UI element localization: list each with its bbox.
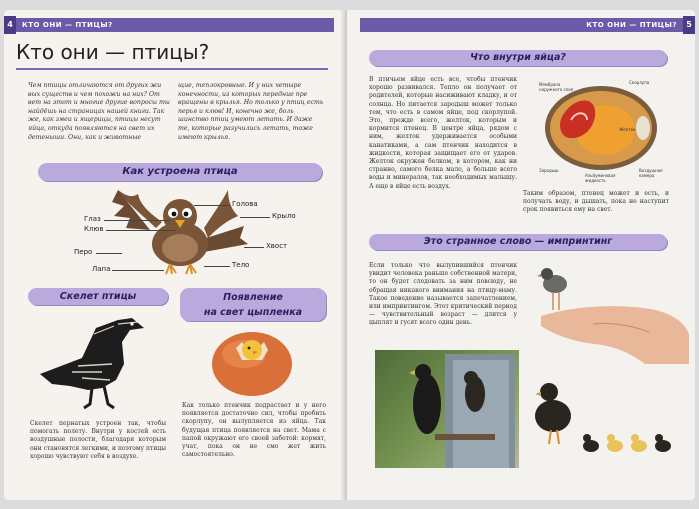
hatching-heading-line-2: на свет цыпленка (203, 307, 303, 318)
label-albumen: Альбуминовая жидкость (585, 173, 616, 183)
label-body: Тело (232, 261, 250, 269)
leader-line (104, 220, 170, 221)
label-embryo: Зародыш (539, 168, 559, 173)
label-beak: Клюв (84, 225, 104, 233)
label-paw: Лапа (92, 265, 111, 273)
leader-line (106, 230, 176, 231)
running-head: КТО ОНИ — ПТИЦЫ? (22, 21, 113, 29)
label-shell: Скорлупа (629, 80, 650, 85)
label-tail: Хвост (266, 242, 288, 250)
left-page (4, 10, 347, 500)
hatching-text: Как только птенчик подрастает и у него появляется достаточно сил, чтобы пробить скорлупу, он вылупляется из яйца. Так будущая птица появляется на свет. Мама с папой окружают его своей заботой: кормят, учат, пока он не смо жет жить самостоятельно. (182, 402, 326, 459)
skeleton-illustration (32, 314, 162, 410)
right-page (347, 10, 695, 500)
title-rule (16, 68, 328, 70)
label-air-sac: Воздушная камера (639, 168, 663, 178)
imprinting-heading: Это странное слово — импринтинг (369, 234, 667, 250)
hatching-egg-illustration (206, 326, 298, 398)
leader-line (96, 253, 122, 254)
egg-text: В птичьем яйце есть все, чтобы птенчик хорошо развивался. Тепло он получает от родителей, которые насиживают кладку, и от солнца. Но питается зародыш может только тем, что есть в самом яйце, под скорлупой. Это, прежде всего, желток, которым и кормится птенец. В центре яйца, рядом с ним, желток удерживается особыми канатиками, а сам птенчик находится в жидкости, которая защищает его от ударов. Желток окружен белком, в котором, как ни странно, самого белка мало, а больше всего воды и минералов, так необходимых малышу. А еще в яйце есть воздух. (369, 76, 517, 190)
label-feather: Перо (74, 248, 93, 256)
skeleton-text: Скелет пернатых устроен так, чтобы помогать полету. Внутри у костей есть воздушные полости, благодаря которым они становятся легкими, и поэтому птицы хорошо чувствуют себя в воздухе. (30, 420, 166, 460)
hatching-heading-line-1: Появление (223, 292, 283, 303)
leader-line (204, 266, 230, 267)
leader-line (194, 205, 230, 206)
leader-line (240, 217, 270, 218)
label-membrane: Мембрана наружного слоя (539, 82, 574, 92)
hatching-heading (180, 288, 326, 321)
chick-on-hand-illustration (533, 252, 693, 364)
intro-text-column-1: Чем птицы отличаются от других жи вых существ и чем похожи на них? От вет на этот и многие другие вопросы ты найдёшь на страницах нашей книги. Так же, как змеи и ящерицы, птицы несут яйца, откуда появляются на свет их детеныши. Они, как и животные (28, 82, 170, 141)
label-yolk: Желток (619, 127, 636, 132)
skeleton-heading: Скелет птицы (28, 288, 168, 305)
leader-line (244, 247, 264, 248)
egg-heading: Что внутри яйца? (369, 50, 667, 66)
egg-diagram (535, 80, 665, 176)
label-head: Голова (232, 200, 258, 208)
intro-text-column-2: щие, теплокровные. И у них четыре конечности, из которых передние пре вращены в крылья. Но только у птиц есть перья и клюв! И, конечно же, боль шинство птиц умеют летать. И даже те, которые разучились летать, тоже имеют крылья. (178, 82, 324, 141)
egg-side-text: Таким образом, птенец может и есть, и получать воду, и дышать, пока не наступит срок появиться ему на свет. (523, 190, 669, 214)
label-eye: Глаз (84, 215, 101, 223)
running-head: КТО ОНИ — ПТИЦЫ? (586, 21, 677, 29)
bird-structure-heading: Как устроена птица (38, 163, 322, 181)
leader-line (112, 270, 164, 271)
birds-photo (375, 350, 519, 468)
ducklings-illustration (529, 366, 689, 462)
page-number: 4 (4, 16, 16, 34)
book-spread (4, 10, 695, 500)
page-number: 5 (683, 16, 695, 34)
label-wing: Крыло (272, 212, 296, 220)
imprinting-text: Если только что вылупившийся птенчик увидит человека раньше собственной матери, то он будет следовать за ним повсюду, не обращая никакого внимания на птицу-маму. Такое поведение называется запечатлением, или импринтингом. Этот критический период — чувствительный возраст — длится у цыплят и гусят всего один день. (369, 262, 517, 327)
page-title: Кто они — птицы? (16, 40, 210, 64)
